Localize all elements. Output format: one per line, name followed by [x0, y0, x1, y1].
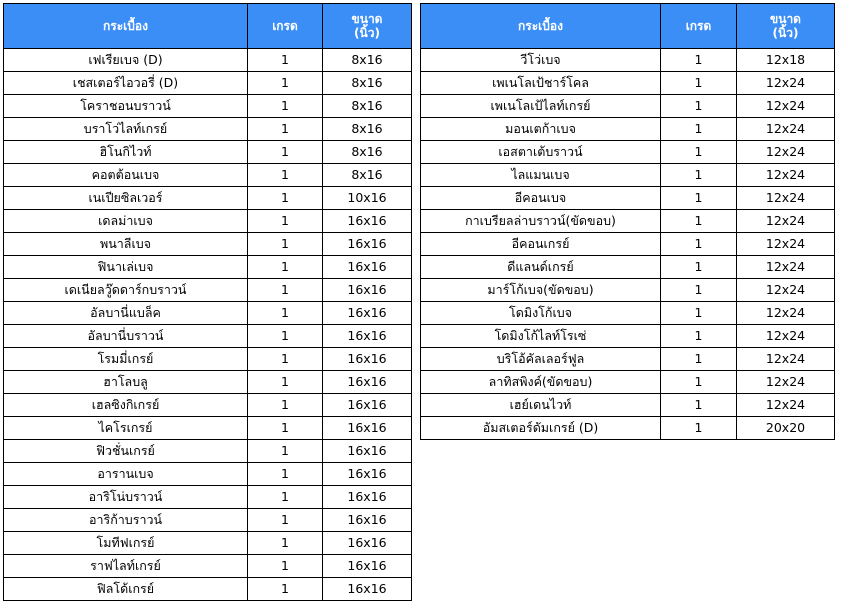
cell-size: 8x16: [323, 49, 412, 72]
cell-tile-name: ฮิโนกิไวท์: [4, 141, 248, 164]
cell-tile-name: คอตต้อนเบจ: [4, 164, 248, 187]
cell-grade: 1: [661, 371, 737, 394]
cell-tile-name: เฮย์เดนไวท์: [421, 394, 661, 417]
header-size-line2: (นิ้ว): [354, 26, 380, 40]
cell-tile-name: บริโอ้คัลเลอร์ฟูล: [421, 348, 661, 371]
cell-size: 16x16: [323, 486, 412, 509]
cell-tile-name: อาริก้าบราวน์: [4, 509, 248, 532]
table-body: [421, 49, 835, 440]
cell-size: 16x16: [323, 555, 412, 578]
cell-size: 12x24: [737, 302, 835, 325]
header-size: [737, 4, 835, 49]
cell-tile-name: ราฟไลท์เกรย์: [4, 555, 248, 578]
tile-table-right: [420, 3, 835, 440]
cell-tile-name: เอสตาเต้บราวน์: [421, 141, 661, 164]
cell-grade: 1: [661, 417, 737, 440]
cell-tile-name: ฟิวชั่นเกรย์: [4, 440, 248, 463]
cell-grade: 1: [248, 463, 323, 486]
cell-tile-name: วีโว่เบจ: [421, 49, 661, 72]
cell-size: 16x16: [323, 509, 412, 532]
cell-grade: 1: [248, 72, 323, 95]
cell-tile-name: เดเนียลวู๊ดดาร์กบราวน์: [4, 279, 248, 302]
cell-size: 12x24: [737, 348, 835, 371]
cell-tile-name: เพเนโลเป้ไลท์เกรย์: [421, 95, 661, 118]
table-row: [4, 256, 412, 279]
table-row: [4, 164, 412, 187]
table-row: [4, 187, 412, 210]
cell-grade: 1: [248, 95, 323, 118]
cell-grade: 1: [248, 555, 323, 578]
cell-size: 8x16: [323, 118, 412, 141]
cell-grade: 1: [661, 348, 737, 371]
cell-size: 8x16: [323, 141, 412, 164]
cell-tile-name: อารานเบจ: [4, 463, 248, 486]
table-row: [4, 302, 412, 325]
cell-tile-name: โมทีฟเกรย์: [4, 532, 248, 555]
cell-size: 12x24: [737, 187, 835, 210]
table-row: [4, 72, 412, 95]
cell-tile-name: มาร์โก้เบจ(ขัดขอบ): [421, 279, 661, 302]
tile-table-left: [3, 3, 412, 601]
cell-tile-name: พนาลีเบจ: [4, 233, 248, 256]
table-row: [421, 210, 835, 233]
cell-size: 12x24: [737, 118, 835, 141]
cell-grade: 1: [248, 486, 323, 509]
cell-grade: 1: [248, 164, 323, 187]
cell-tile-name: ฮาโลบลู: [4, 371, 248, 394]
cell-grade: 1: [661, 187, 737, 210]
cell-size: 12x24: [737, 279, 835, 302]
table-row: [4, 417, 412, 440]
cell-tile-name: เพเนโลเป้ชาร์โคล: [421, 72, 661, 95]
cell-grade: 1: [248, 187, 323, 210]
cell-size: 20x20: [737, 417, 835, 440]
table-row: [421, 256, 835, 279]
cell-grade: 1: [661, 72, 737, 95]
cell-grade: 1: [248, 440, 323, 463]
cell-size: 16x16: [323, 348, 412, 371]
table-row: [4, 118, 412, 141]
cell-size: 12x24: [737, 210, 835, 233]
cell-tile-name: ลาทิสพิงค์(ขัดขอบ): [421, 371, 661, 394]
table-row: [4, 486, 412, 509]
cell-tile-name: ไคโรเกรย์: [4, 417, 248, 440]
cell-tile-name: เดลม่าเบจ: [4, 210, 248, 233]
cell-size: 16x16: [323, 233, 412, 256]
cell-size: 16x16: [323, 394, 412, 417]
table-row: [421, 72, 835, 95]
cell-grade: 1: [661, 49, 737, 72]
cell-size: 16x16: [323, 578, 412, 601]
table-row: [421, 164, 835, 187]
cell-tile-name: เฟเรียเบจ (D): [4, 49, 248, 72]
table-row: [421, 302, 835, 325]
cell-tile-name: อัมสเตอร์ดัมเกรย์ (D): [421, 417, 661, 440]
table-row: [4, 532, 412, 555]
cell-size: 12x24: [737, 95, 835, 118]
table-row: [421, 348, 835, 371]
cell-tile-name: ฟิลโด้เกรย์: [4, 578, 248, 601]
table-row: [4, 394, 412, 417]
table-header-row: [4, 4, 412, 49]
cell-grade: 1: [248, 210, 323, 233]
cell-size: 12x24: [737, 233, 835, 256]
cell-grade: 1: [661, 279, 737, 302]
cell-grade: 1: [248, 325, 323, 348]
cell-grade: 1: [661, 394, 737, 417]
table-row: [421, 325, 835, 348]
table-row: [4, 95, 412, 118]
cell-tile-name: เนเปียซิลเวอร์: [4, 187, 248, 210]
cell-size: 16x16: [323, 210, 412, 233]
table-row: [4, 440, 412, 463]
cell-grade: 1: [661, 164, 737, 187]
cell-size: 12x24: [737, 72, 835, 95]
table-row: [421, 141, 835, 164]
cell-tile-name: โคราชอนบราวน์: [4, 95, 248, 118]
cell-tile-name: เชสเตอร์ไอวอรี่ (D): [4, 72, 248, 95]
cell-size: 8x16: [323, 72, 412, 95]
cell-size: 12x24: [737, 371, 835, 394]
cell-grade: 1: [248, 279, 323, 302]
header-size: [323, 4, 412, 49]
table-row: [4, 325, 412, 348]
table-row: [4, 49, 412, 72]
header-size-line2: (นิ้ว): [772, 26, 799, 40]
table-row: [4, 555, 412, 578]
cell-size: 16x16: [323, 302, 412, 325]
cell-grade: 1: [661, 95, 737, 118]
table-row: [4, 348, 412, 371]
cell-grade: 1: [661, 325, 737, 348]
table-row: [421, 417, 835, 440]
cell-tile-name: อัลบานี่บราวน์: [4, 325, 248, 348]
cell-tile-name: อีคอนเกรย์: [421, 233, 661, 256]
cell-grade: 1: [661, 233, 737, 256]
cell-size: 16x16: [323, 463, 412, 486]
table-row: [421, 394, 835, 417]
cell-tile-name: มอนเตก้าเบจ: [421, 118, 661, 141]
cell-size: 12x24: [737, 164, 835, 187]
cell-grade: 1: [248, 578, 323, 601]
table-row: [421, 118, 835, 141]
cell-grade: 1: [661, 256, 737, 279]
table-row: [4, 463, 412, 486]
cell-size: 10x16: [323, 187, 412, 210]
table-row: [4, 233, 412, 256]
table-row: [421, 371, 835, 394]
cell-grade: 1: [248, 141, 323, 164]
header-tile: กระเบื้อง: [421, 4, 661, 49]
cell-tile-name: บราโว่ไลท์เกรย์: [4, 118, 248, 141]
cell-grade: 1: [248, 509, 323, 532]
cell-grade: 1: [248, 532, 323, 555]
table-row: [4, 210, 412, 233]
cell-size: 12x24: [737, 141, 835, 164]
cell-size: 16x16: [323, 279, 412, 302]
cell-tile-name: โรมมี่เกรย์: [4, 348, 248, 371]
cell-grade: 1: [248, 118, 323, 141]
cell-size: 12x24: [737, 394, 835, 417]
cell-tile-name: ดีแลนด์เกรย์: [421, 256, 661, 279]
cell-tile-name: อัลบานี่แบล็ค: [4, 302, 248, 325]
cell-grade: 1: [248, 417, 323, 440]
cell-grade: 1: [661, 141, 737, 164]
header-tile: กระเบื้อง: [4, 4, 248, 49]
cell-grade: 1: [248, 233, 323, 256]
cell-size: 8x16: [323, 95, 412, 118]
table-row: [4, 141, 412, 164]
table-row: [421, 233, 835, 256]
cell-grade: 1: [248, 256, 323, 279]
table-row: [421, 95, 835, 118]
cell-size: 12x24: [737, 256, 835, 279]
cell-grade: 1: [248, 371, 323, 394]
cell-grade: 1: [248, 49, 323, 72]
table-row: [4, 371, 412, 394]
table-header-row: [421, 4, 835, 49]
header-grade: เกรด: [248, 4, 323, 49]
cell-size: 12x18: [737, 49, 835, 72]
cell-grade: 1: [661, 302, 737, 325]
cell-size: 16x16: [323, 417, 412, 440]
cell-size: 16x16: [323, 325, 412, 348]
cell-grade: 1: [661, 118, 737, 141]
table-row: [4, 279, 412, 302]
cell-tile-name: อาริโน่บราวน์: [4, 486, 248, 509]
cell-size: 12x24: [737, 325, 835, 348]
cell-size: 8x16: [323, 164, 412, 187]
cell-size: 16x16: [323, 371, 412, 394]
cell-tile-name: โดมิงโก้เบจ: [421, 302, 661, 325]
cell-grade: 1: [248, 394, 323, 417]
header-grade: เกรด: [661, 4, 737, 49]
cell-tile-name: โดมิงโก้ไลท์โรเซ่: [421, 325, 661, 348]
header-size-line1: ขนาด: [770, 12, 801, 26]
cell-grade: 1: [248, 302, 323, 325]
table-row: [421, 279, 835, 302]
cell-tile-name: ไลแมนเบจ: [421, 164, 661, 187]
cell-tile-name: อีคอนเบจ: [421, 187, 661, 210]
cell-tile-name: เฮลซิงกิเกรย์: [4, 394, 248, 417]
table-body: [4, 49, 412, 601]
table-row: [4, 509, 412, 532]
cell-size: 16x16: [323, 256, 412, 279]
cell-grade: 1: [248, 348, 323, 371]
table-row: [421, 187, 835, 210]
header-size-line1: ขนาด: [351, 12, 383, 26]
cell-tile-name: กาเบรียลล่าบราวน์(ขัดขอบ): [421, 210, 661, 233]
table-row: [421, 49, 835, 72]
table-row: [4, 578, 412, 601]
cell-grade: 1: [661, 210, 737, 233]
cell-tile-name: ฟินาเล่เบจ: [4, 256, 248, 279]
cell-size: 16x16: [323, 532, 412, 555]
cell-size: 16x16: [323, 440, 412, 463]
